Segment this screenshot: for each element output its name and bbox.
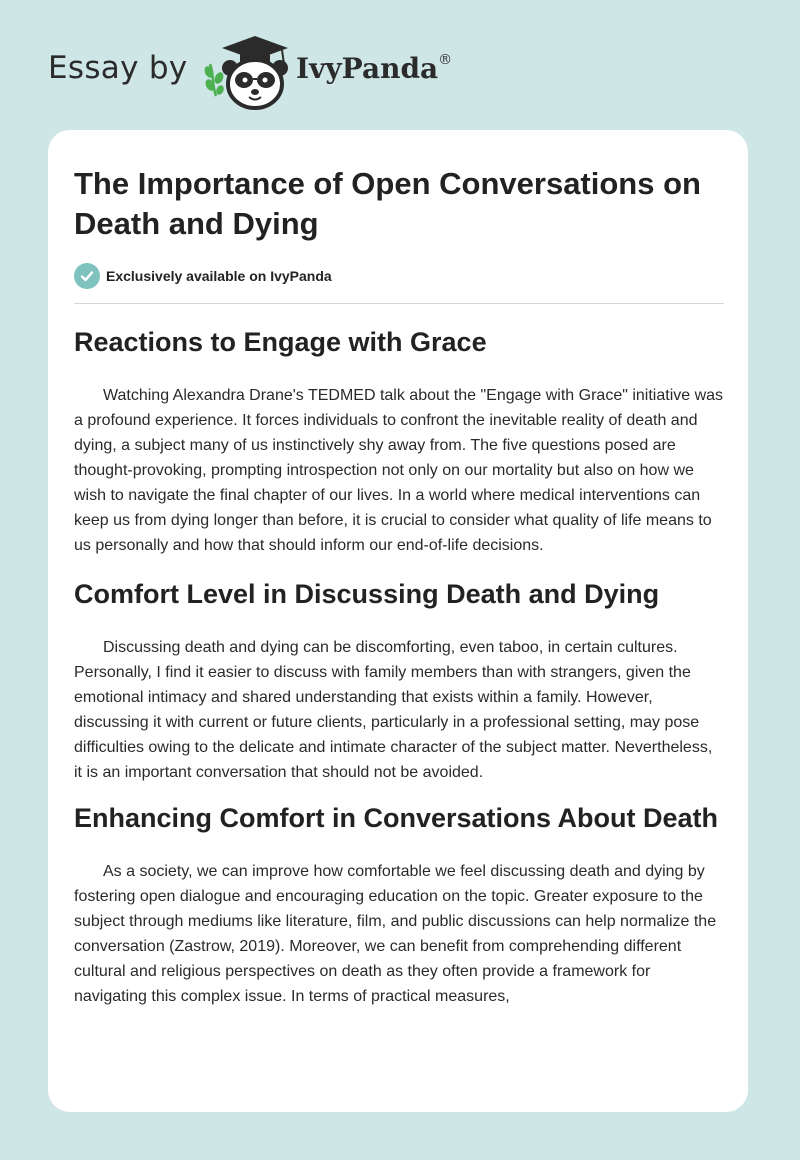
panda-logo-icon[interactable] — [200, 34, 294, 112]
essay-body — [74, 322, 724, 1009]
essay-card — [48, 130, 748, 1112]
section-paragraph: Discussing death and dying can be discomforting, even taboo, in certain cultures. Personally, I find it easier to discuss with family members than with strangers, given the emotional intimacy and shared understanding that exists within a family. However, discussing it with current or future clients, particularly in a professional setting, may pose difficulties owing to the delicate and intimate character of the subject matter. Nevertheless, it is an important conversation that should not be avoided. — [74, 639, 713, 781]
section-paragraph: Watching Alexandra Drane's TEDMED talk about the "Engage with Grace" initiative was a profound experience. It forces individuals to confront the inevitable reality of death and dying, a subject many of us instinctively shy away from. The five questions posed are thought-provoking, prompting introspection not only on our mortality but also on how we wish to navigate the final chapter of our lives. In a world where medical interventions can keep us from dying longer than before, it is crucial to consider what quality of life means to us personally and how that should inform our end-of-life decisions. — [74, 387, 724, 554]
check-circle-icon — [74, 263, 100, 289]
site-header — [0, 0, 800, 130]
page-title: The Importance of Open Conversations on Death and Dying — [74, 166, 701, 241]
brand-name[interactable] — [296, 52, 452, 85]
title-divider — [74, 303, 724, 304]
section-heading: Enhancing Comfort in Conversations About Death — [74, 803, 719, 833]
exclusive-badge-text: Exclusively available on IvyPanda — [106, 268, 332, 284]
section-heading: Comfort Level in Discussing Death and Dying — [74, 579, 660, 609]
essay-by-label: Essay by — [48, 50, 188, 86]
brand-text: IvyPanda — [296, 52, 439, 85]
exclusive-badge — [74, 262, 332, 290]
section-heading: Reactions to Engage with Grace — [74, 327, 487, 357]
section-paragraph: As a society, we can improve how comfortable we feel discussing death and dying by fostering open dialogue and encouraging education on the topic. Greater exposure to the subject through mediums like literature, film, and public discussions can help normalize the conversation (Zastrow, 2019). Moreover, we can benefit from comprehending different cultural and religious perspectives on death as they often provide a framework for navigating this complex issue. In terms of practical measures, — [74, 863, 717, 1005]
trademark-symbol: ® — [438, 51, 453, 68]
